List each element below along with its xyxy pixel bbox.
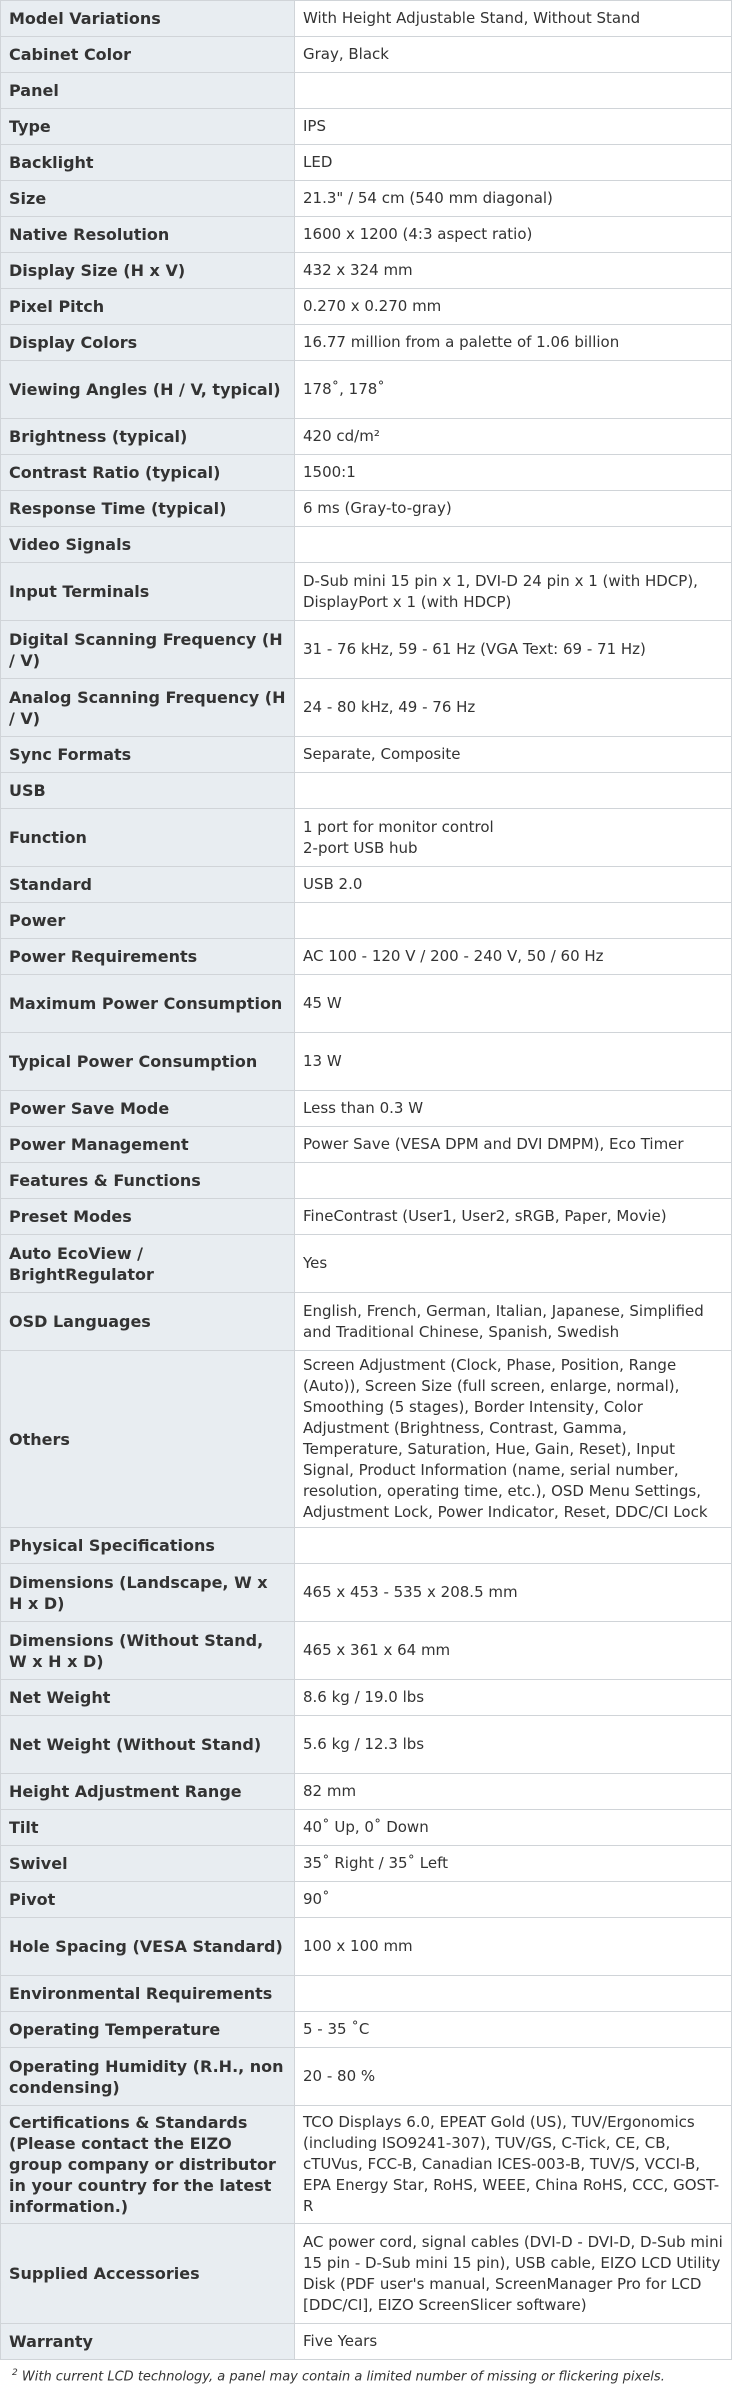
spec-value: With Height Adjustable Stand, Without Stand <box>295 1 732 37</box>
spec-label: Net Weight <box>1 1680 295 1716</box>
spec-section-label: USB <box>1 773 295 809</box>
spec-value: 0.270 x 0.270 mm <box>295 289 732 325</box>
spec-row <box>1 145 732 181</box>
spec-value: 1500:1 <box>295 455 732 491</box>
spec-row <box>1 1163 732 1199</box>
spec-value: USB 2.0 <box>295 867 732 903</box>
spec-label: Digital Scanning Frequency (H / V) <box>1 621 295 679</box>
spec-value: 5 - 35 ˚C <box>295 2012 732 2048</box>
spec-value: 24 - 80 kHz, 49 - 76 Hz <box>295 679 732 737</box>
spec-row <box>1 455 732 491</box>
spec-value: 465 x 453 - 535 x 208.5 mm <box>295 1564 732 1622</box>
spec-row <box>1 217 732 253</box>
spec-value: AC power cord, signal cables (DVI-D - DVI-D, D-Sub mini 15 pin - D-Sub mini 15 pin), USB cable, EIZO LCD Utility Disk (PDF user's manual, ScreenManager Pro for LCD [DDC/CI], EIZO ScreenSlicer software) <box>295 2224 732 2324</box>
spec-row <box>1 527 732 563</box>
spec-row <box>1 419 732 455</box>
spec-section-label: Physical Specifications <box>1 1528 295 1564</box>
spec-section-label: Video Signals <box>1 527 295 563</box>
spec-label: Operating Humidity (R.H., non condensing) <box>1 2048 295 2106</box>
spec-label: Response Time (typical) <box>1 491 295 527</box>
spec-row <box>1 1091 732 1127</box>
spec-row <box>1 621 732 679</box>
spec-section-label: Warranty <box>1 2324 295 2360</box>
spec-label: Tilt <box>1 1810 295 1846</box>
spec-label: Net Weight (Without Stand) <box>1 1716 295 1774</box>
spec-label: Height Adjustment Range <box>1 1774 295 1810</box>
spec-row <box>1 867 732 903</box>
spec-value: 1 port for monitor control 2-port USB hub <box>295 809 732 867</box>
spec-value <box>295 1163 732 1199</box>
spec-value: 1600 x 1200 (4:3 aspect ratio) <box>295 217 732 253</box>
spec-label: Native Resolution <box>1 217 295 253</box>
spec-value: 8.6 kg / 19.0 lbs <box>295 1680 732 1716</box>
spec-row <box>1 2324 732 2360</box>
spec-row <box>1 289 732 325</box>
spec-row <box>1 975 732 1033</box>
spec-value: 420 cd/m² <box>295 419 732 455</box>
spec-value: LED <box>295 145 732 181</box>
spec-value: 6 ms (Gray-to-gray) <box>295 491 732 527</box>
spec-row <box>1 939 732 975</box>
spec-label: Display Colors <box>1 325 295 361</box>
spec-label: Auto EcoView / BrightRegulator <box>1 1235 295 1293</box>
spec-section-label: Panel <box>1 73 295 109</box>
spec-row <box>1 679 732 737</box>
spec-row <box>1 1199 732 1235</box>
spec-label: Others <box>1 1351 295 1528</box>
spec-value <box>295 1528 732 1564</box>
spec-value: Gray, Black <box>295 37 732 73</box>
spec-section-label: Power <box>1 903 295 939</box>
spec-value: Yes <box>295 1235 732 1293</box>
spec-label: Hole Spacing (VESA Standard) <box>1 1918 295 1976</box>
spec-row <box>1 2048 732 2106</box>
spec-value: D-Sub mini 15 pin x 1, DVI-D 24 pin x 1 (with HDCP), DisplayPort x 1 (with HDCP) <box>295 563 732 621</box>
spec-row <box>1 1716 732 1774</box>
spec-row <box>1 737 732 773</box>
spec-row <box>1 1127 732 1163</box>
spec-row <box>1 2012 732 2048</box>
spec-label: OSD Languages <box>1 1293 295 1351</box>
spec-label: Input Terminals <box>1 563 295 621</box>
spec-value: Five Years <box>295 2324 732 2360</box>
footnote <box>0 2360 732 2384</box>
spec-label: Dimensions (Without Stand, W x H x D) <box>1 1622 295 1680</box>
spec-value: FineContrast (User1, User2, sRGB, Paper, Movie) <box>295 1199 732 1235</box>
spec-value <box>295 73 732 109</box>
spec-row <box>1 2224 732 2324</box>
spec-label: Preset Modes <box>1 1199 295 1235</box>
spec-value: English, French, German, Italian, Japanese, Simplified and Traditional Chinese, Spanish, Swedish <box>295 1293 732 1351</box>
spec-value: 82 mm <box>295 1774 732 1810</box>
spec-label: Function <box>1 809 295 867</box>
spec-row <box>1 361 732 419</box>
spec-value: Screen Adjustment (Clock, Phase, Position, Range (Auto)), Screen Size (full screen, enlarge, normal), Smoothing (5 stages), Border Intensity, Color Adjustment (Brightness, Contrast, Gamma, Temperature, Saturation, Hue, Gain, Reset), Input Signal, Product Information (name, serial number, resolution, operating time, etc.), OSD Menu Settings, Adjustment Lock, Power Indicator, Reset, DDC/CI Lock <box>295 1351 732 1528</box>
spec-label: Backlight <box>1 145 295 181</box>
spec-label: Viewing Angles (H / V, typical) <box>1 361 295 419</box>
spec-row <box>1 1528 732 1564</box>
spec-label: Standard <box>1 867 295 903</box>
spec-label: Power Requirements <box>1 939 295 975</box>
spec-value <box>295 527 732 563</box>
spec-value: 90˚ <box>295 1882 732 1918</box>
spec-value: Separate, Composite <box>295 737 732 773</box>
spec-value: IPS <box>295 109 732 145</box>
spec-value <box>295 1976 732 2012</box>
spec-label: Swivel <box>1 1846 295 1882</box>
spec-row <box>1 1564 732 1622</box>
spec-row <box>1 491 732 527</box>
spec-row <box>1 1882 732 1918</box>
spec-row <box>1 809 732 867</box>
spec-row <box>1 1622 732 1680</box>
spec-row <box>1 73 732 109</box>
spec-label: Analog Scanning Frequency (H / V) <box>1 679 295 737</box>
spec-value: 465 x 361 x 64 mm <box>295 1622 732 1680</box>
spec-value: 20 - 80 % <box>295 2048 732 2106</box>
spec-row <box>1 325 732 361</box>
spec-value: 35˚ Right / 35˚ Left <box>295 1846 732 1882</box>
spec-row <box>1 1976 732 2012</box>
spec-label: Size <box>1 181 295 217</box>
spec-value: 31 - 76 kHz, 59 - 61 Hz (VGA Text: 69 - 71 Hz) <box>295 621 732 679</box>
spec-value: Power Save (VESA DPM and DVI DMPM), Eco Timer <box>295 1127 732 1163</box>
spec-row <box>1 1235 732 1293</box>
spec-row <box>1 903 732 939</box>
spec-value: 16.77 million from a palette of 1.06 billion <box>295 325 732 361</box>
spec-label: Type <box>1 109 295 145</box>
spec-row <box>1 1774 732 1810</box>
spec-section-label: Supplied Accessories <box>1 2224 295 2324</box>
spec-section-label: Environmental Requirements <box>1 1976 295 2012</box>
spec-value: 100 x 100 mm <box>295 1918 732 1976</box>
spec-row <box>1 1293 732 1351</box>
spec-label: Power Save Mode <box>1 1091 295 1127</box>
spec-value: 21.3" / 54 cm (540 mm diagonal) <box>295 181 732 217</box>
spec-value: 432 x 324 mm <box>295 253 732 289</box>
footnote-text: With current LCD technology, a panel may contain a limited number of missing or flickering pixels. <box>21 2369 665 2384</box>
spec-row <box>1 1351 732 1528</box>
spec-label: Dimensions (Landscape, W x H x D) <box>1 1564 295 1622</box>
spec-label: Maximum Power Consumption <box>1 975 295 1033</box>
spec-label: Display Size (H x V) <box>1 253 295 289</box>
spec-row <box>1 1033 732 1091</box>
spec-row <box>1 2106 732 2224</box>
spec-value <box>295 773 732 809</box>
spec-value: 40˚ Up, 0˚ Down <box>295 1810 732 1846</box>
spec-row <box>1 1680 732 1716</box>
spec-row <box>1 181 732 217</box>
spec-section-label: Cabinet Color <box>1 37 295 73</box>
spec-row <box>1 1 732 37</box>
spec-row <box>1 1810 732 1846</box>
spec-label: Pixel Pitch <box>1 289 295 325</box>
spec-label: Brightness (typical) <box>1 419 295 455</box>
spec-label: Contrast Ratio (typical) <box>1 455 295 491</box>
spec-value: Less than 0.3 W <box>295 1091 732 1127</box>
spec-section-label: Certifications & Standards (Please contact the EIZO group company or distributor in your country for the latest information.) <box>1 2106 295 2224</box>
spec-value: TCO Displays 6.0, EPEAT Gold (US), TUV/Ergonomics (including ISO9241-307), TUV/GS, C-Tick, CE, CB, cTUVus, FCC-B, Canadian ICES-003-B, TUV/S, VCCI-B, EPA Energy Star, RoHS, WEEE, China RoHS, CCC, GOST-R <box>295 2106 732 2224</box>
spec-value: 178˚, 178˚ <box>295 361 732 419</box>
spec-row <box>1 773 732 809</box>
spec-value: 13 W <box>295 1033 732 1091</box>
spec-value <box>295 903 732 939</box>
spec-value: 45 W <box>295 975 732 1033</box>
spec-row <box>1 37 732 73</box>
spec-section-label: Features & Functions <box>1 1163 295 1199</box>
spec-value: 5.6 kg / 12.3 lbs <box>295 1716 732 1774</box>
spec-section-label: Model Variations <box>1 1 295 37</box>
spec-row <box>1 563 732 621</box>
spec-value: AC 100 - 120 V / 200 - 240 V, 50 / 60 Hz <box>295 939 732 975</box>
spec-label: Power Management <box>1 1127 295 1163</box>
spec-label: Typical Power Consumption <box>1 1033 295 1091</box>
footnote-mark: 2 <box>12 2368 18 2378</box>
spec-row <box>1 253 732 289</box>
spec-row <box>1 1846 732 1882</box>
spec-row <box>1 109 732 145</box>
spec-label: Operating Temperature <box>1 2012 295 2048</box>
spec-row <box>1 1918 732 1976</box>
spec-label: Pivot <box>1 1882 295 1918</box>
spec-label: Sync Formats <box>1 737 295 773</box>
